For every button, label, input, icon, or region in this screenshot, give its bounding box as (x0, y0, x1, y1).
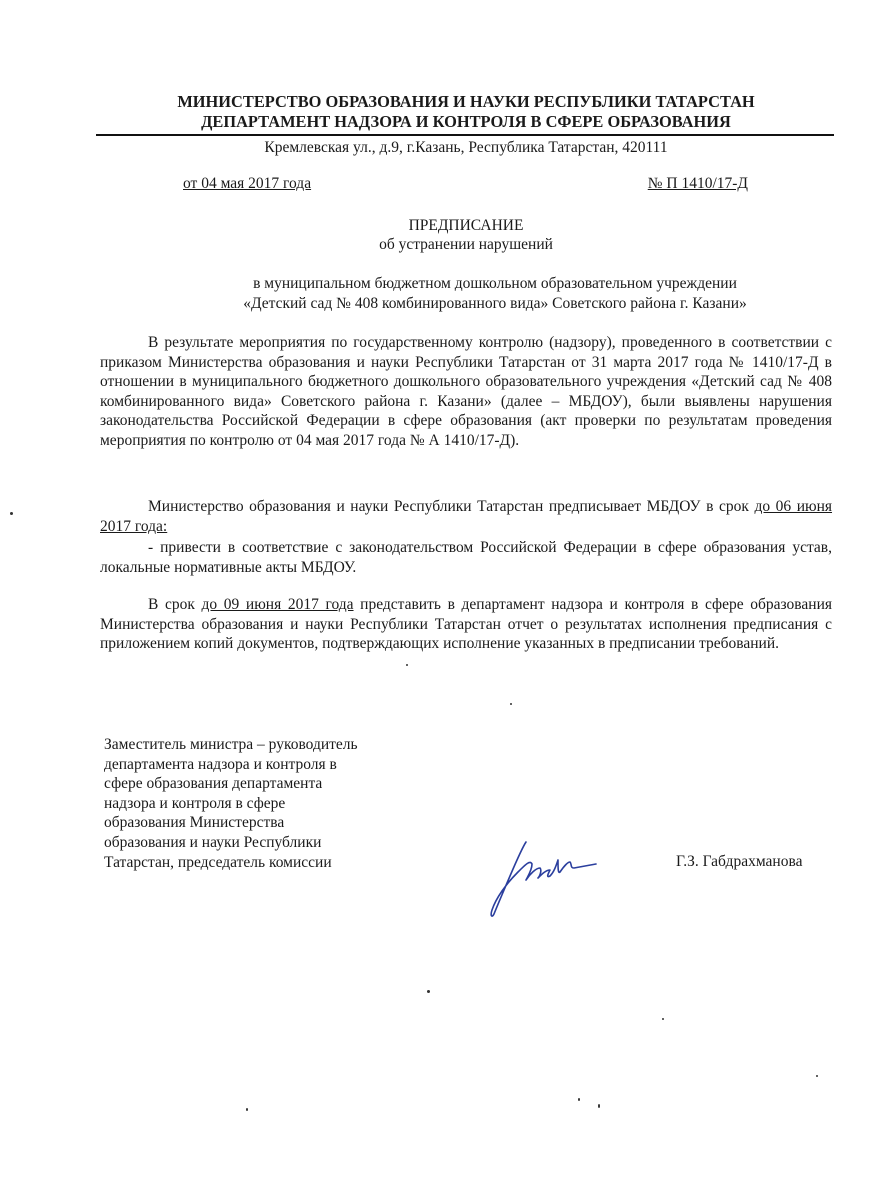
scan-speck (578, 1098, 580, 1101)
signer-name: Г.З. Габдрахманова (676, 853, 803, 870)
signer-line: образования и науки Республики (104, 833, 322, 851)
scan-speck (816, 1075, 818, 1077)
scan-speck (510, 703, 512, 705)
scan-speck (10, 512, 13, 515)
report-deadline: до 09 июня 2017 года (201, 596, 354, 613)
report-start: В срок (148, 596, 202, 613)
title-sub: об устранении нарушений (379, 236, 553, 253)
paragraph-report (100, 595, 832, 654)
paragraph-findings: В результате мероприятия по государственному контролю (надзору), проведенного в соответствии с приказом Министерства образования и науки Республики Татарстан от 31 марта 2017 года № 1410/17-Д в отношении в муниципального бюджетного дошкольного образовательного учреждения «Детский сад № 408 комбинированного вида» Советского района г. Казани» (далее – МБДОУ), были выявлены нарушения законодательства Российской Федерации в сфере образования (акт проверки по результатам проведения мероприятия по контролю от 04 мая 2017 года № А 1410/17-Д). (100, 334, 832, 449)
report-text: представить в департамент надзора и контроля в сфере образования Министерства образования и науки Республики Татарстан отчет о результатах исполнения предписания с приложением копий документов, подтверждающих исполнение указанных в предписании требований. (100, 596, 832, 653)
letterhead-address: Кремлевская ул., д.9, г.Казань, Республика Татарстан, 420111 (264, 139, 668, 156)
scan-speck (662, 1018, 664, 1020)
ministry-name: МИНИСТЕРСТВО ОБРАЗОВАНИЯ И НАУКИ РЕСПУБЛИКИ ТАТАРСТАН (177, 92, 755, 111)
scan-speck (427, 990, 430, 993)
signer-line: Татарстан, председатель комиссии (104, 853, 332, 871)
signer-line: сфере образования департамента (104, 775, 323, 793)
paragraph-order (100, 497, 832, 536)
scan-speck (598, 1104, 600, 1108)
paragraph-requirement: - привести в соответствие с законодательством Российской Федерации в сфере образования устав, локальные нормативные акты МБДОУ. (100, 539, 832, 576)
subject-line-2: «Детский сад № 408 комбинированного вида» Советского района г. Казани» (243, 295, 747, 312)
signer-line: образования Министерства (104, 814, 285, 832)
document-subject (100, 274, 876, 314)
scan-speck (406, 664, 408, 666)
subject-line-1: в муниципальном бюджетном дошкольном образовательном учреждении (253, 275, 737, 292)
document-number: № П 1410/17-Д (647, 175, 748, 192)
title-main: ПРЕДПИСАНИЕ (408, 217, 524, 234)
document-title (100, 216, 832, 254)
department-name: ДЕПАРТАМЕНТ НАДЗОРА И КОНТРОЛЯ В СФЕРЕ ОБРАЗОВАНИЯ (201, 112, 731, 131)
order-text: Министерство образования и науки Республики Татарстан предписывает МБДОУ в срок (148, 498, 755, 515)
letterhead (100, 92, 832, 132)
scan-speck (246, 1108, 248, 1111)
handwritten-signature (486, 838, 606, 920)
signer-line: Заместитель министра – руководитель (104, 736, 358, 753)
signer-line: надзора и контроля в сфере (104, 794, 286, 812)
signer-position (104, 735, 404, 872)
signer-line: департамента надзора и контроля в (104, 755, 337, 773)
order-deadline: до 06 июня 2017 года: (100, 498, 833, 535)
letterhead-rule (96, 134, 834, 136)
document-date: от 04 мая 2017 года (183, 175, 312, 192)
